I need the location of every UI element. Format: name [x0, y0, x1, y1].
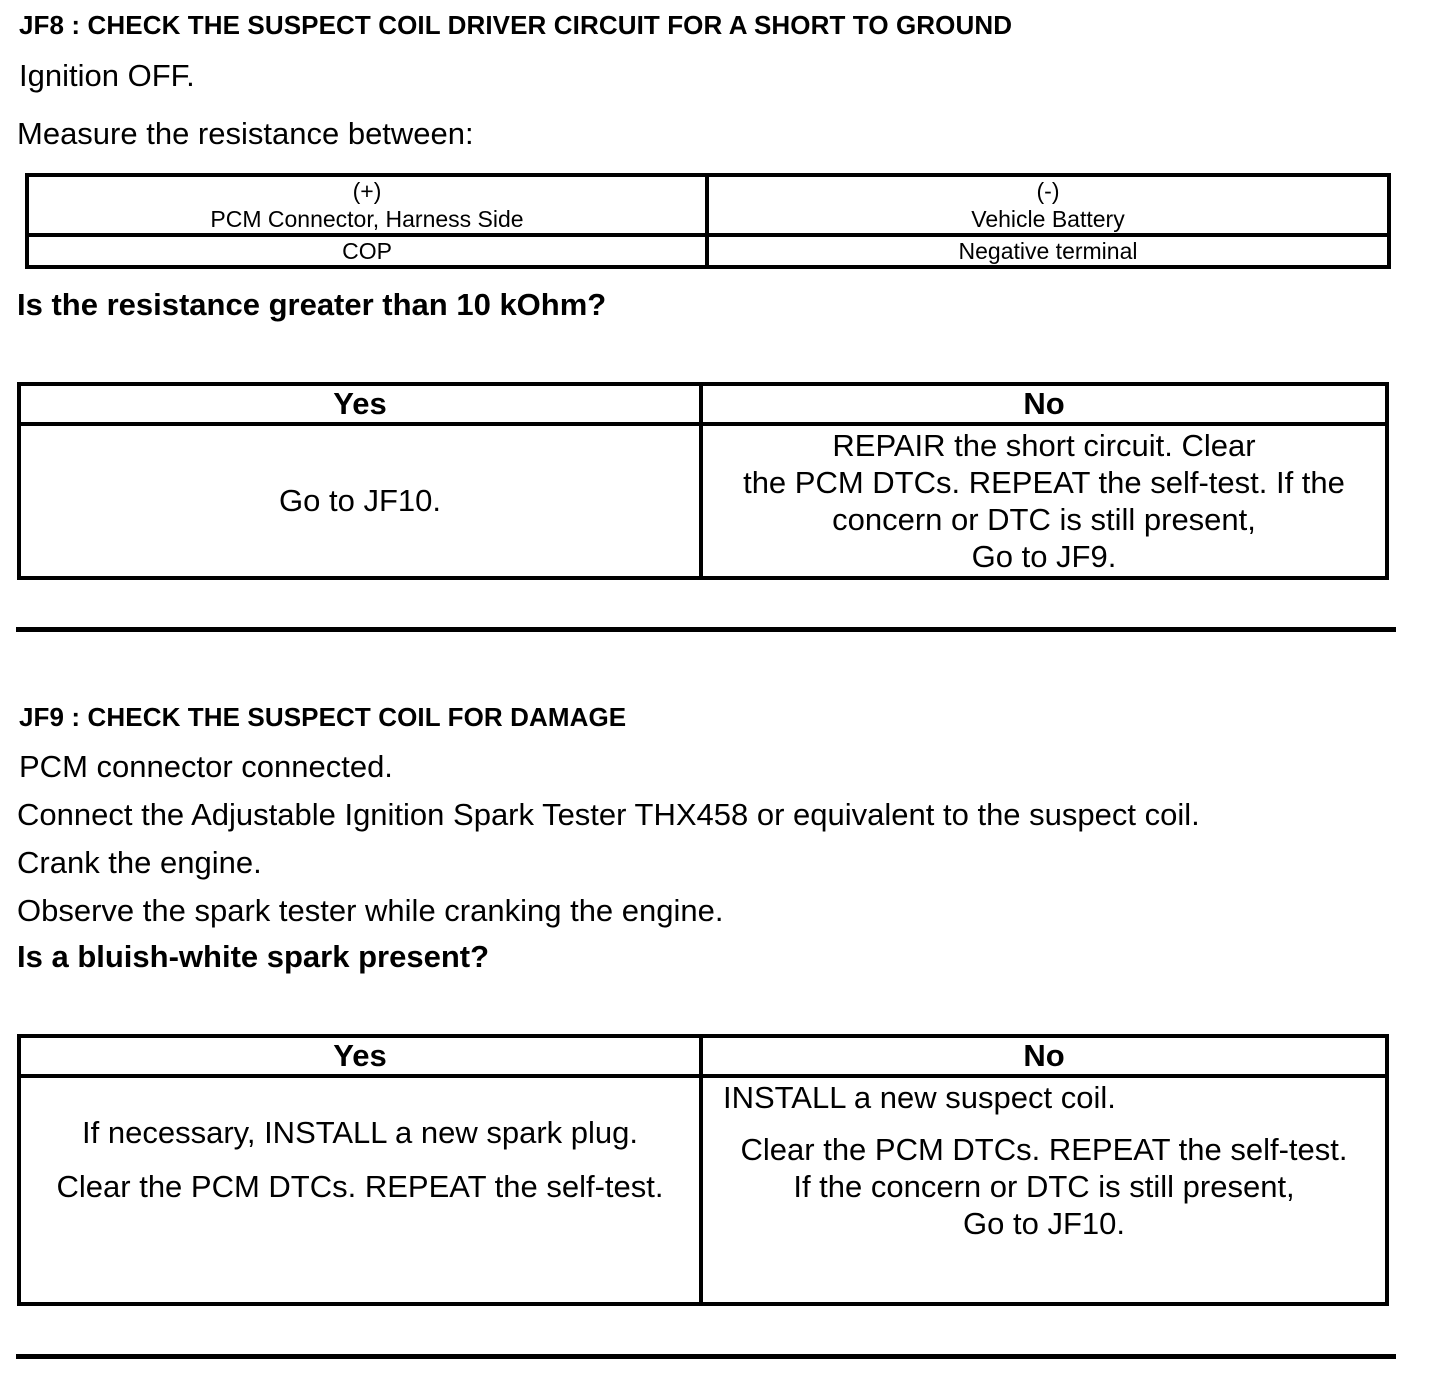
jf9-instruction-observe: Observe the spark tester while cranking the engine.	[17, 893, 724, 928]
jf8-yes-action	[19, 424, 701, 578]
measurement-header-row	[27, 175, 1389, 235]
jf9-result-header-row	[19, 1036, 1387, 1076]
jf9-no-header: No	[701, 1036, 1387, 1076]
jf9-no-action	[701, 1076, 1387, 1304]
jf8-no-line: concern or DTC is still present,	[832, 501, 1256, 537]
jf9-instruction-crank: Crank the engine.	[17, 845, 262, 880]
positive-value: COP	[27, 235, 707, 267]
section-divider	[16, 1354, 1396, 1359]
jf9-result-table	[17, 1034, 1389, 1306]
measurement-value-row	[27, 235, 1389, 267]
jf9-no-line: If the concern or DTC is still present,	[793, 1168, 1295, 1204]
jf9-question: Is a bluish-white spark present?	[17, 939, 490, 974]
jf9-result-body-row	[19, 1076, 1387, 1304]
jf9-title: JF9 : CHECK THE SUSPECT COIL FOR DAMAGE	[19, 702, 627, 732]
jf9-instruction-connector: PCM connector connected.	[19, 749, 393, 784]
jf9-yes-line: Clear the PCM DTCs. REPEAT the self-test.	[56, 1168, 664, 1204]
jf8-no-line: the PCM DTCs. REPEAT the self-test. If the	[743, 464, 1345, 500]
negative-label: Vehicle Battery	[971, 206, 1125, 232]
jf8-result-header-row	[19, 384, 1387, 424]
jf9-no-first-line: INSTALL a new suspect coil.	[723, 1079, 1116, 1115]
jf8-yes-text: Go to JF10.	[279, 483, 441, 519]
jf8-yes-header: Yes	[19, 384, 701, 424]
jf9-yes-action	[19, 1076, 701, 1304]
jf8-no-line: REPAIR the short circuit. Clear	[832, 427, 1256, 463]
positive-label: PCM Connector, Harness Side	[210, 206, 524, 232]
jf9-instruction-connect-tester: Connect the Adjustable Ignition Spark Tester THX458 or equivalent to the suspect coil.	[17, 797, 1200, 832]
negative-sign: (-)	[1036, 178, 1060, 204]
jf8-title: JF8 : CHECK THE SUSPECT COIL DRIVER CIRCUIT FOR A SHORT TO GROUND	[19, 10, 1013, 40]
jf9-no-line: Clear the PCM DTCs. REPEAT the self-test.	[740, 1131, 1348, 1167]
jf9-yes-line: If necessary, INSTALL a new spark plug.	[82, 1114, 638, 1150]
jf8-no-header: No	[701, 384, 1387, 424]
jf8-result-table	[17, 382, 1389, 580]
jf8-instruction-measure: Measure the resistance between:	[17, 116, 474, 151]
positive-sign: (+)	[352, 178, 382, 204]
jf8-measurement-table	[25, 173, 1391, 269]
jf9-yes-header: Yes	[19, 1036, 701, 1076]
measurement-header-positive	[27, 175, 707, 235]
measurement-header-negative	[707, 175, 1389, 235]
jf8-result-body-row	[19, 424, 1387, 578]
jf8-no-line: Go to JF9.	[971, 538, 1117, 574]
jf8-no-action	[701, 424, 1387, 578]
jf9-no-line: Go to JF10.	[963, 1205, 1125, 1241]
section-divider	[16, 627, 1396, 632]
negative-value: Negative terminal	[707, 235, 1389, 267]
jf8-question: Is the resistance greater than 10 kOhm?	[17, 287, 607, 322]
jf8-instruction-ignition: Ignition OFF.	[19, 58, 195, 93]
